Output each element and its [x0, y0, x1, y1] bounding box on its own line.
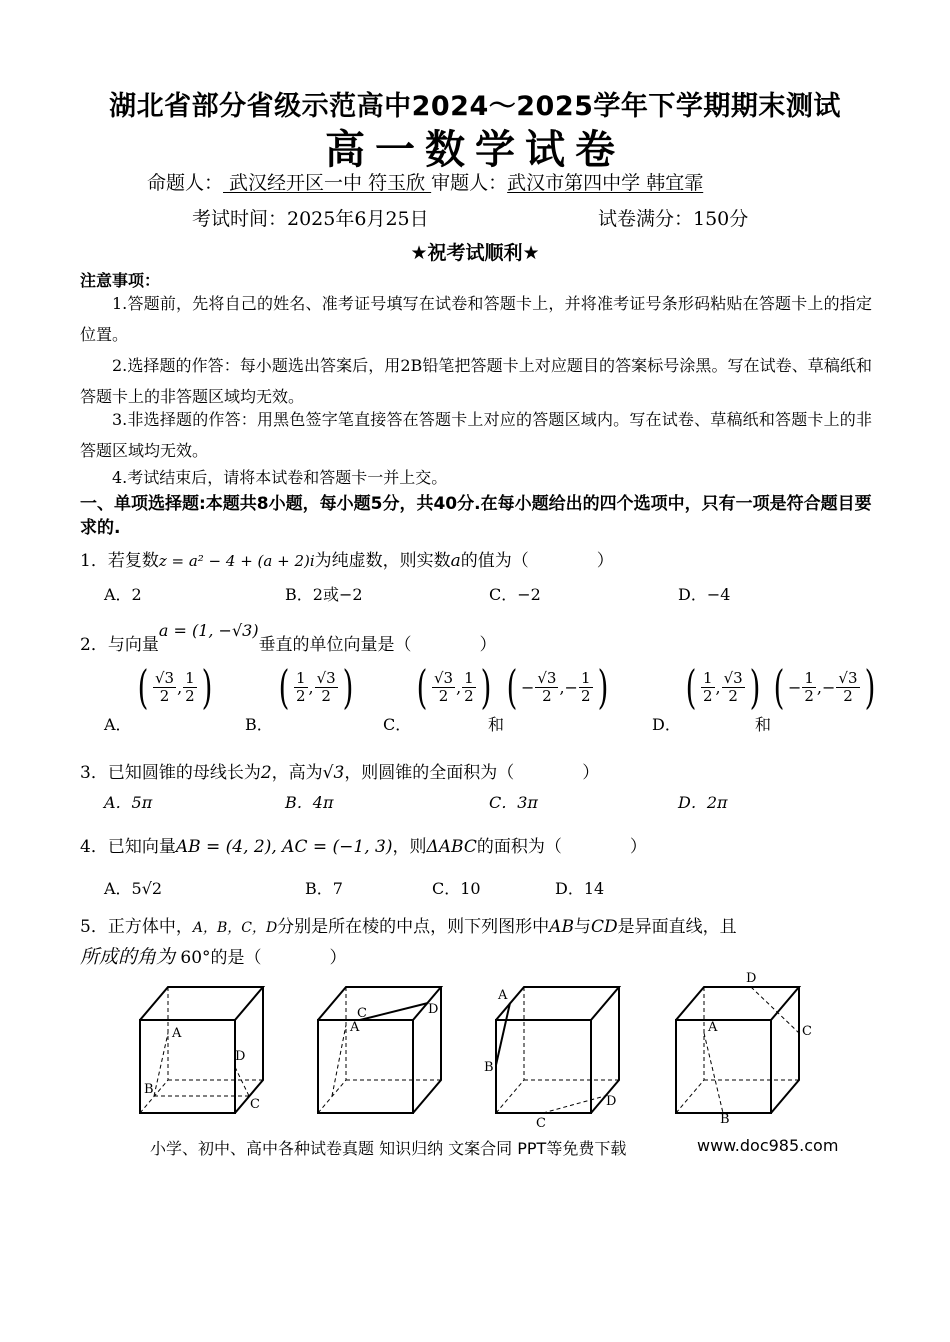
question-1	[80, 546, 614, 571]
fig2-label-c: C	[357, 1006, 367, 1021]
reviewer-label: 审题人：	[431, 172, 508, 194]
notice-heading: 注意事项：	[80, 271, 161, 290]
q1-option-c[interactable]: C．−2	[489, 585, 541, 604]
notice-item: 2.选择题的作答：每小题选出答案后，用2B铅笔把答题卡上对应题目的答案标号涂黑。写在试卷、草稿纸和答题卡上的非答题区域均无效。	[80, 356, 872, 406]
q1-expr: z = a² − 4 + (a + 2)i	[158, 552, 315, 570]
q5-figure-b[interactable]	[318, 987, 441, 1113]
q3-option-d[interactable]: D．2π	[678, 793, 728, 812]
q5-tail: 是异面直线，且	[617, 917, 737, 937]
setter-label: 命题人：	[147, 172, 224, 194]
q3-option-c[interactable]: C．3π	[489, 793, 538, 812]
q1-var: a	[450, 551, 461, 571]
q2-stem2: 垂直的单位向量是（ ）	[258, 635, 497, 655]
q2-d-vector2: ( − 1 2 ,− √3 2 )	[773, 660, 875, 714]
q5-figure-d[interactable]	[676, 987, 799, 1113]
setter-name: 武汉经开区一中 符玉欣	[223, 172, 432, 194]
q4-triangle: ΔABC	[426, 837, 477, 857]
fig3-label-a: A	[498, 988, 508, 1003]
reviewer-name: 武汉市第四中学 韩宜霏	[507, 172, 704, 194]
q5-ab: AB	[549, 917, 574, 937]
q4-mid: ，则	[392, 837, 427, 857]
q3-mid: ，高为	[271, 763, 323, 783]
q5-cube-figures	[130, 965, 830, 1135]
q2-expr: a = (1, −√3)	[158, 621, 259, 640]
q3-option-b[interactable]: B．4π	[285, 793, 334, 812]
authors-line	[147, 168, 703, 195]
q4-option-a[interactable]: A．5√2	[104, 879, 163, 898]
fig3-label-c: C	[536, 1116, 546, 1131]
notice-item: 1.答题前，先将自己的姓名、准考证号填写在试卷和答题卡上，并将准考证号条形码粘贴在答题卡上的指定位置。	[80, 294, 872, 344]
blessing: ★祝考试顺利★	[410, 242, 540, 264]
paper-title: 高一数学试卷	[325, 127, 625, 173]
q1-stem: 1．若复数	[80, 551, 159, 571]
fig4-label-c: C	[802, 1024, 812, 1039]
question-5	[80, 912, 737, 937]
fig1-label-a: A	[172, 1026, 182, 1041]
q5-line2b: 60°的是（ ）	[175, 948, 347, 968]
fig2-label-a: A	[350, 1020, 360, 1035]
q1-tail: 的值为（ ）	[460, 551, 614, 571]
q2-a-vector: ( √3 2 , 1 2 )	[137, 660, 213, 714]
q2-d-label: D．	[652, 715, 681, 734]
q4-option-c[interactable]: C．10	[432, 879, 481, 898]
question-3	[80, 758, 599, 783]
q4-tail: 的面积为（ ）	[476, 837, 647, 857]
section-heading: 一、单项选择题:本题共8小题，每小题5分，共40分.在每小题给出的四个选项中，只有一项是符合题目要求的.	[80, 494, 872, 538]
q2-d-vector1: ( 1 2 , √3 2 )	[685, 660, 761, 714]
notice-item: 3.非选择题的作答：用黑色签字笔直接答在答题卡上对应的答题区域内。写在试卷、草稿纸和答题卡上的非答题区域均无效。	[80, 410, 872, 460]
q1-option-a[interactable]: A．2	[104, 585, 142, 604]
q2-c-label: C．	[383, 715, 412, 734]
q5-figure-c[interactable]	[496, 987, 619, 1113]
q2-b-label: B．	[245, 715, 273, 734]
footer-text: 小学、初中、高中各种试卷真题 知识归纳 文案合同 PPT等免费下载	[150, 1139, 627, 1158]
full-score: 试卷满分：150分	[598, 208, 749, 230]
q2-stem: 2．与向量	[80, 635, 159, 655]
q1-stem2: 为纯虚数，则实数	[314, 551, 451, 571]
question-4	[80, 832, 647, 857]
q5-with: 与	[573, 917, 591, 937]
fig4-label-b: B	[720, 1112, 730, 1127]
q3-slant: 2	[260, 763, 272, 783]
footer-url[interactable]: www.doc985.com	[697, 1136, 839, 1155]
q5-mid: 分别是所在棱的中点，则下列图形中	[277, 917, 550, 937]
q3-height: √3	[322, 763, 345, 783]
q4-option-b[interactable]: B．7	[305, 879, 343, 898]
q2-a-label: A．	[104, 715, 132, 734]
q2-d-and: 和	[755, 715, 772, 734]
fig1-label-c: C	[250, 1097, 260, 1112]
q5-points: A，B，C，D	[192, 920, 278, 936]
q1-option-d[interactable]: D．−4	[678, 585, 731, 604]
q2-b-vector: ( 1 2 , √3 2 )	[278, 660, 354, 714]
exam-series-title: 湖北省部分省级示范高中2024～2025学年下学期期末测试	[109, 91, 841, 122]
fig4-label-d: D	[746, 971, 757, 986]
q1-option-b[interactable]: B．2或−2	[285, 585, 363, 604]
fig1-label-d: D	[235, 1049, 246, 1064]
q3-tail: ，则圆锥的全面积为（ ）	[344, 763, 600, 783]
q2-c-vector1: ( √3 2 , 1 2 )	[416, 660, 492, 714]
q5-stem: 5．正方体中，	[80, 917, 193, 937]
q4-option-d[interactable]: D．14	[555, 879, 605, 898]
q4-stem: 4．已知向量	[80, 837, 176, 857]
fig1-label-b: B	[144, 1082, 154, 1097]
q5-line2a: 所成的角为	[80, 946, 176, 968]
q2-c-vector2: ( − √3 2 ,− 1 2 )	[506, 660, 608, 714]
exam-time: 考试时间：2025年6月25日	[192, 208, 429, 230]
q2-c-and: 和	[488, 715, 505, 734]
fig2-label-d: D	[428, 1002, 439, 1017]
q3-option-a[interactable]: A．5π	[104, 793, 153, 812]
fig4-label-a: A	[708, 1020, 718, 1035]
question-2	[80, 621, 497, 655]
fig3-label-d: D	[606, 1094, 617, 1109]
notice-item: 4.考试结束后，请将本试卷和答题卡一并上交。	[112, 468, 448, 487]
fig3-label-b: B	[484, 1060, 494, 1075]
q3-stem: 3．已知圆锥的母线长为	[80, 763, 261, 783]
q5-cd: CD	[590, 917, 618, 937]
q4-expr: AB = (4, 2), AC = (−1, 3)	[175, 837, 393, 857]
